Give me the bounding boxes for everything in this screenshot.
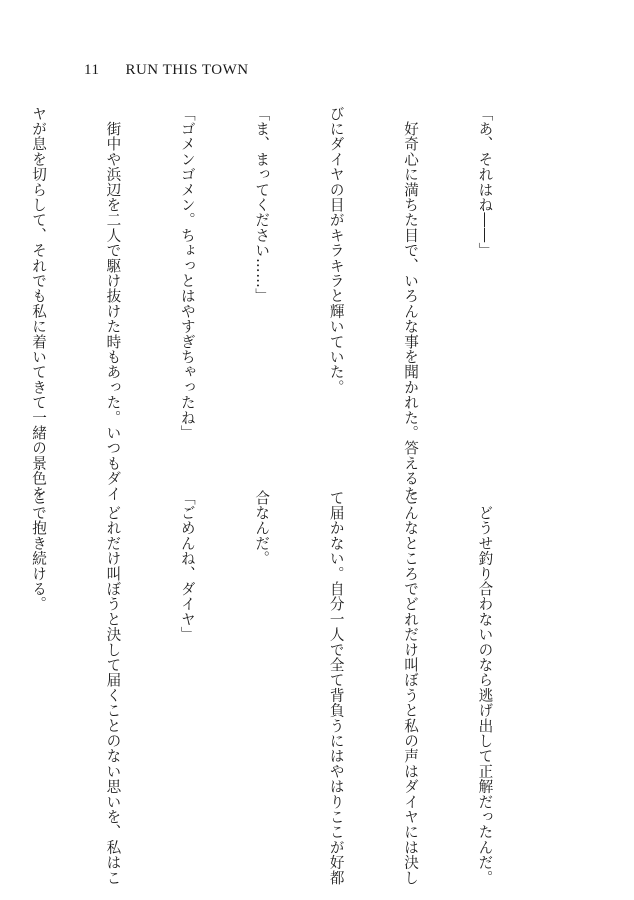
text-line: 「ごめんね、ダイヤ」: [178, 490, 196, 642]
text-line: 「あ、それはね――」: [476, 106, 494, 258]
running-title: RUN THIS TOWN: [125, 62, 249, 78]
text-line: 好奇心に満ちた目で、いろんな事を聞かれた。答えるた: [402, 106, 420, 502]
text-line: 街中や浜辺を二人で駆け抜けた時もあった。いつもダイ: [104, 106, 122, 502]
text-line: て届かない。自分一人で全て背負うにはやはりここが好都: [327, 490, 345, 886]
text-line: どうせ釣り合わないのなら逃げ出して正解だったんだ。: [476, 490, 494, 886]
text-line: こで抱き続ける。: [30, 490, 48, 612]
text-line: びにダイヤの目がキラキラと輝いていた。: [327, 106, 345, 395]
text-block-bottom: [0, 490, 546, 886]
text-line: 合なんだ。: [253, 490, 271, 566]
text-line: どれだけ叫ぼうと決して届くことのない思いを、私はこ: [104, 490, 122, 886]
page-header: [84, 62, 249, 79]
text-line: 「ま、まってください……」: [253, 106, 271, 304]
text-line: こんなところでどれだけ叫ぼうと私の声はダイヤには決し: [402, 490, 420, 886]
text-line: 「ゴメンゴメン。ちょっとはやすぎちゃったね」: [178, 106, 196, 441]
text-line: ヤが息を切らして、それでも私に着いてきて一緒の景色を: [30, 106, 48, 502]
page-number: 11: [84, 62, 100, 78]
text-block-top: [0, 106, 546, 502]
